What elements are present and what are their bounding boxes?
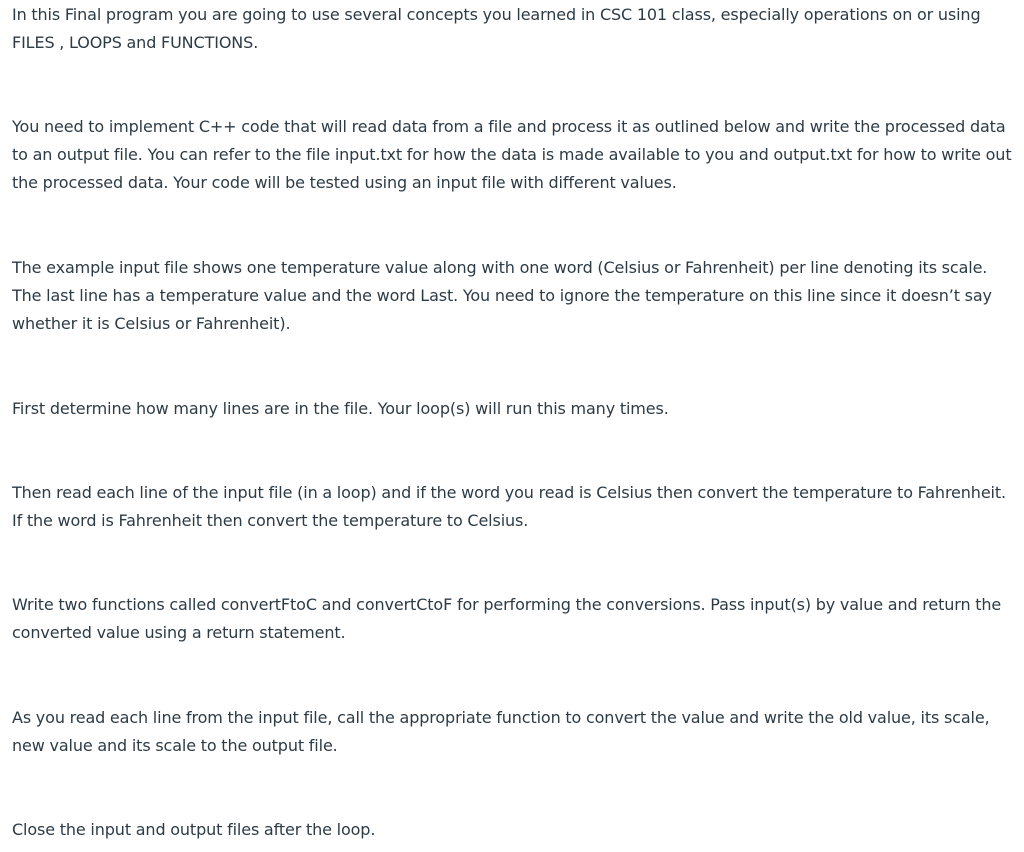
paragraph-read-loop: Then read each line of the input file (in a loop) and if the word you read is Celsius then convert the temperature to Fahrenheit. If the word is Fahrenheit then convert the temperature to Celsius.	[12, 483, 1006, 530]
paragraph-input-format: The example input file shows one temperature value along with one word (Celsius or Fahrenheit) per line denoting its scale. The last line has a temperature value and the word Last. You need to ignore the temperature on this line since it doesn’t say whether it is Celsius or Fahrenheit).	[12, 258, 992, 333]
assignment-description	[12, 0, 1016, 852]
paragraph-task: You need to implement C++ code that will read data from a file and process it as outlined below and write the processed data to an output file. You can refer to the file input.txt for how the data is made available to you and output.txt for how to write out the processed data. Your code will be tested using an input file with different values.	[12, 117, 1012, 192]
paragraph-close-files: Close the input and output files after the loop.	[12, 820, 376, 839]
paragraph-functions: Write two functions called convertFtoC and convertCtoF for performing the conversions. Pass input(s) by value and return the converted value using a return statement.	[12, 595, 1002, 642]
paragraph-intro: In this Final program you are going to use several concepts you learned in CSC 101 class, especially operations on or using FILES , LOOPS and FUNCTIONS.	[12, 5, 981, 52]
paragraph-count-lines: First determine how many lines are in the file. Your loop(s) will run this many times.	[12, 399, 669, 418]
paragraph-write-output: As you read each line from the input file, call the appropriate function to convert the value and write the old value, its scale, new value and its scale to the output file.	[12, 708, 990, 755]
